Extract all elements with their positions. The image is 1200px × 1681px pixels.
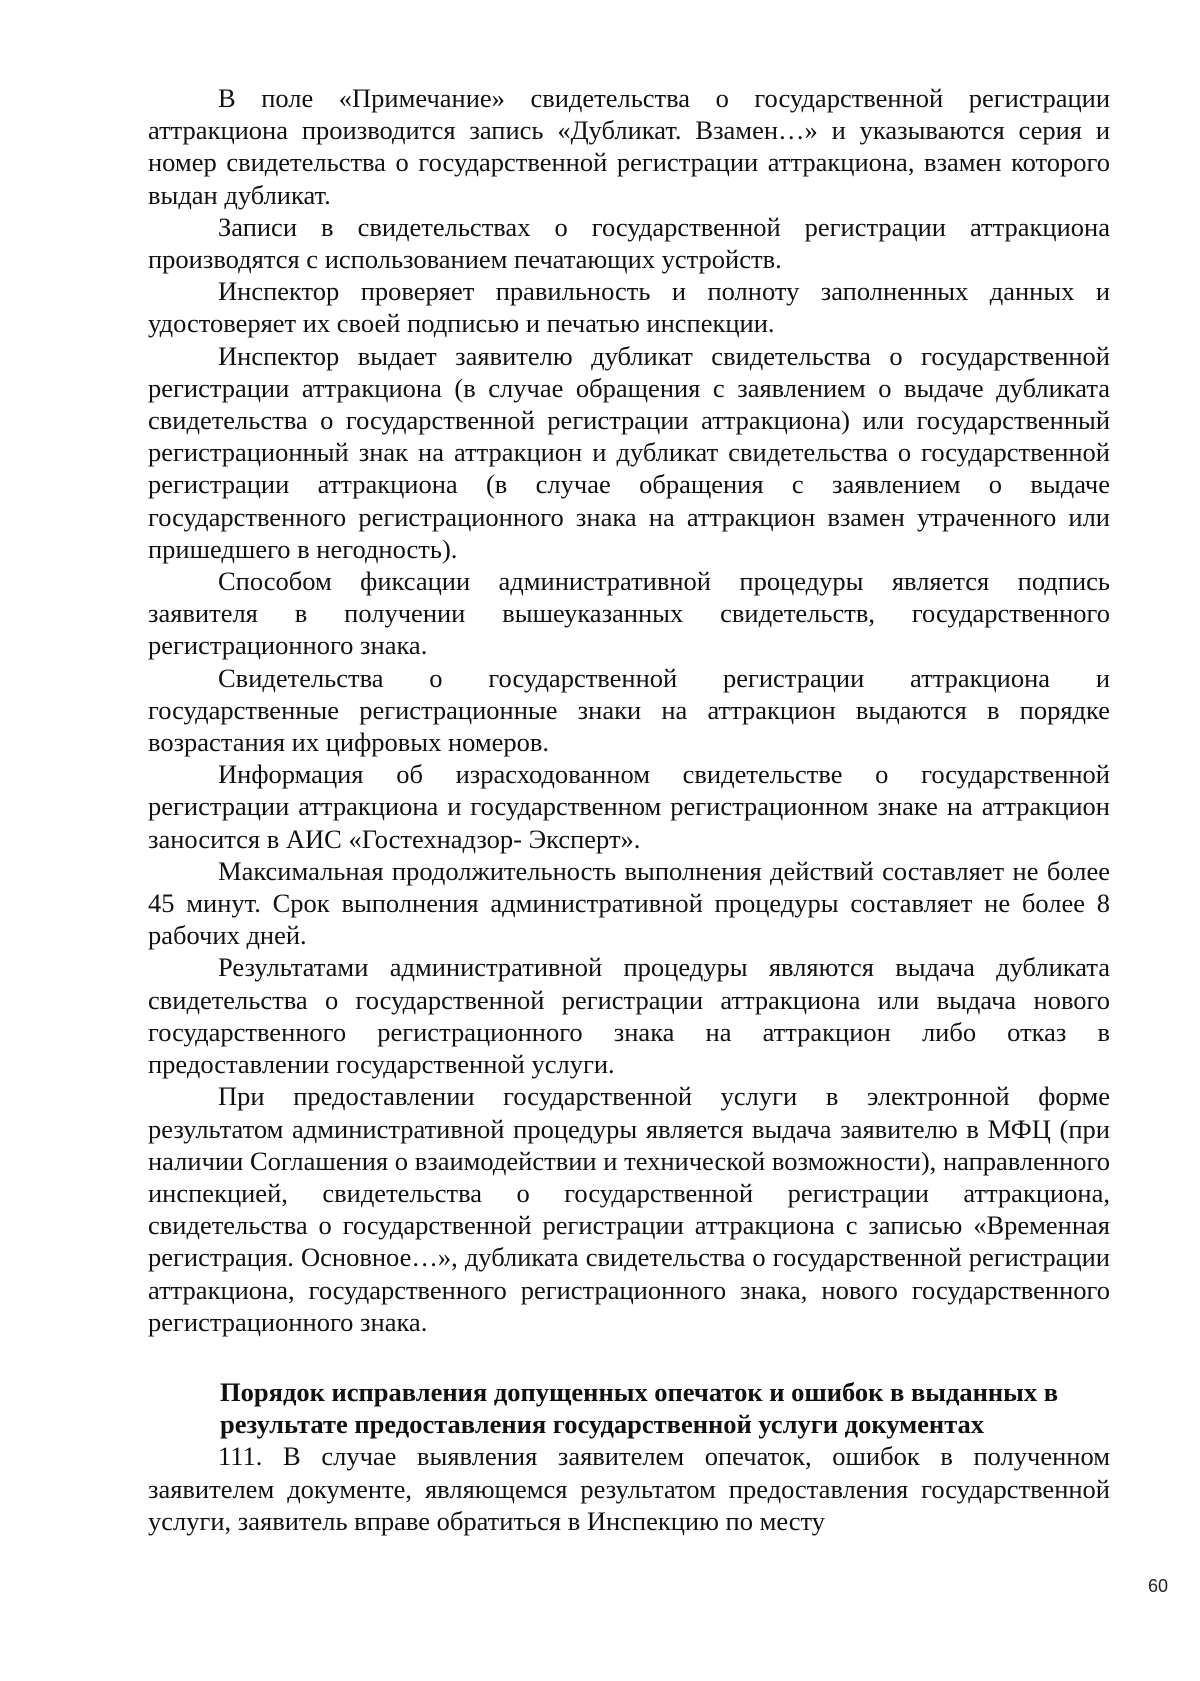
paragraph-electronic-form: При предоставлении государственной услуги в электронной форме результатом административной процедуры является выдача заявителю в МФЦ (при наличии Соглашения о взаимодействии и технической возможности), направленного инспекцией, свидетельства о государственной регистрации аттракциона, свидетельства о государственной регистрации аттракциона с записью «Временная регистрация. Основное…», дубликата свидетельства о государственной регистрации аттракциона, государственного регистрационного знака, нового государственного регистрационного знака. <box>148 1081 1110 1337</box>
paragraph-111: 111. В случае выявления заявителем опечаток, ошибок в полученном заявителем документе, являющемся результатом предоставления государственной услуги, заявитель вправе обратиться в Инспекцию по месту <box>148 1441 1110 1536</box>
paragraph-max-duration: Максимальная продолжительность выполнения действий составляет не более 45 минут. Срок выполнения административной процедуры составляет не более 8 рабочих дней. <box>148 855 1110 951</box>
paragraph-duplicate-note: В поле «Примечание» свидетельства о государственной регистрации аттракциона производится запись «Дубликат. Взамен…» и указываются серия и номер свидетельства о государственной регистрации аттракциона, взамен которого выдан дубликат. <box>148 83 1110 210</box>
paragraph-issue-order: Свидетельства о государственной регистрации аттракциона и государственные регистрационные знаки на аттракцион выдаются в порядке возрастания их цифровых номеров. <box>148 662 1110 758</box>
section-heading: Порядок исправления допущенных опечаток и ошибок в выданных в результате предоставления государственной услуги документах <box>220 1376 1059 1440</box>
paragraph-results: Результатами административной процедуры являются выдача дубликата свидетельства о государственной регистрации аттракциона или выдача нового государственного регистрационного знака на аттракцион либо отказ в предоставлении государственной услуги. <box>148 952 1110 1080</box>
paragraph-ais-record: Информация об израсходованном свидетельстве о государственной регистрации аттракциона и государственном регистрационном знаке на аттракцион заносится в АИС «Гостехнадзор- Эксперт». <box>148 759 1110 854</box>
paragraph-printing-devices: Записи в свидетельствах о государственной регистрации аттракциона производятся с использованием печатающих устройств. <box>148 211 1110 275</box>
page-number: 60 <box>1148 1576 1169 1596</box>
document-page <box>148 82 1110 1537</box>
paragraph-inspector-issues: Инспектор выдает заявителю дубликат свидетельства о государственной регистрации аттракциона (в случае обращения с заявлением о выдаче дубликата свидетельства о государственной регистрации аттракциона) или государственный регистрационный знак на аттракцион и дубликат свидетельства о государственной регистрации аттракциона (в случае обращения с заявлением о выдаче государственного регистрационного знака на аттракцион взамен утраченного или пришедшего в негодность). <box>148 340 1110 564</box>
paragraph-inspector-checks: Инспектор проверяет правильность и полноту заполненных данных и удостоверяет их своей подписью и печатью инспекции. <box>148 276 1110 339</box>
paragraph-fixation-method: Способом фиксации административной процедуры является подпись заявителя в получении вышеуказанных свидетельств, государственного регистрационного знака. <box>148 566 1110 661</box>
